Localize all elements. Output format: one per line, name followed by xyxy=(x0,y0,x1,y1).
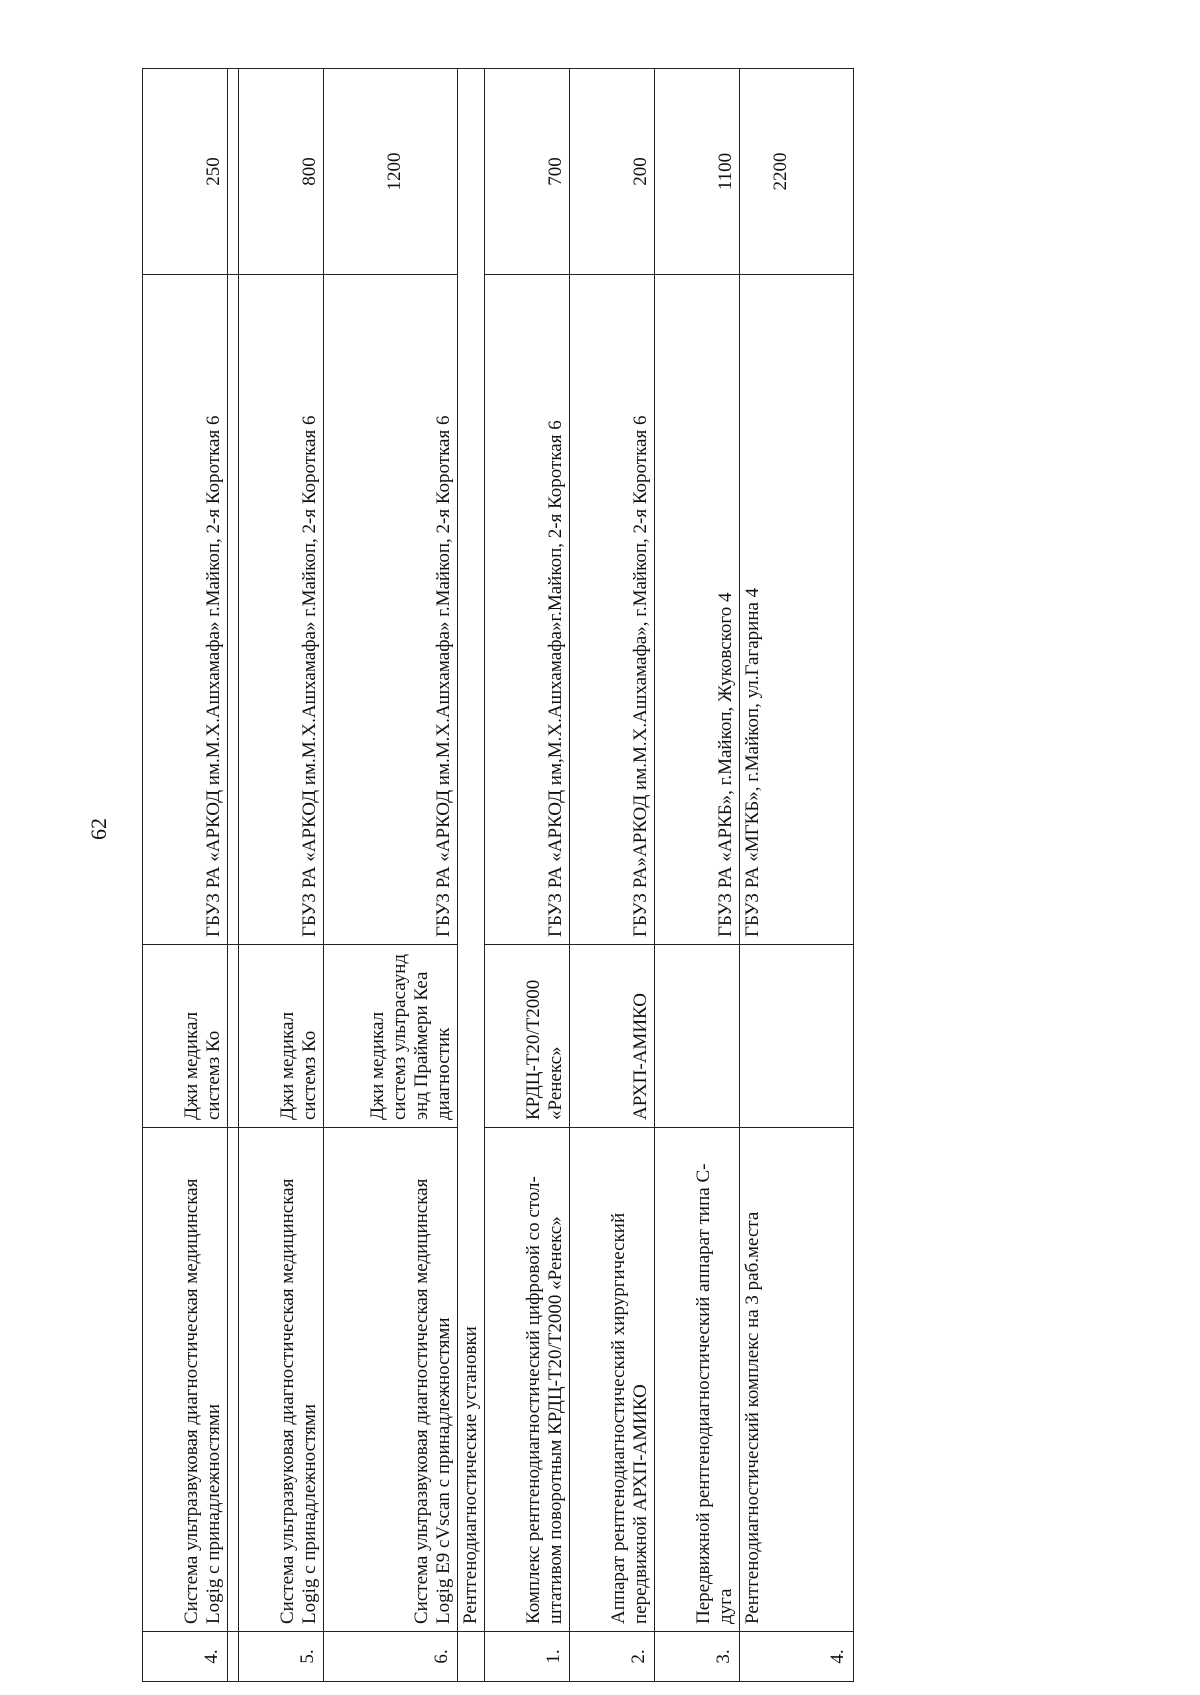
quantity: 1100 xyxy=(655,69,740,275)
row-number: 5. xyxy=(239,1632,324,1682)
installation-place: ГБУЗ РА «АРКОД им,М.Х.Ашхамафа»г.Майкоп, 2-я Короткая 6 xyxy=(485,275,570,945)
row-number: 2. xyxy=(570,1632,655,1682)
quantity: 250 xyxy=(143,69,228,275)
manufacturer xyxy=(655,945,740,1128)
section-title: Рентгенодиагностические установки xyxy=(458,69,485,1632)
row-number: 3. xyxy=(655,1632,740,1682)
equipment-name: Передвижной рентгенодиагностический аппарат типа С-дуга xyxy=(655,1128,740,1632)
equipment-table xyxy=(142,69,848,1682)
equipment-name: Система ультразвуковая диагностическая медицинская Logig с принадлежностями xyxy=(239,1128,324,1632)
table-row xyxy=(655,69,740,1682)
table-row xyxy=(740,69,854,1682)
equipment-name: Аппарат рентгенодиагностический хирургический передвижной АРХП-АМИКО xyxy=(570,1128,655,1632)
manufacturer: Джи медикал системз ультрасаунд энд Праймери Кеа диагностик xyxy=(324,945,458,1128)
section-row xyxy=(458,69,485,1682)
table-row xyxy=(324,69,458,1682)
quantity: 700 xyxy=(485,69,570,275)
manufacturer: Джи медикал системз Ко xyxy=(239,945,324,1128)
installation-place: ГБУЗ РА «МГКБ», г.Майкоп, ул.Гагарина 4 xyxy=(740,275,854,945)
manufacturer: КРДЦ-Т20/Т2000 «Ренекс» xyxy=(485,945,570,1128)
equipment-name: Комплекс рентгенодиагностический цифровой со стол-штативом поворотным КРДЦ-Т20/Т2000 «Ренекс» xyxy=(485,1128,570,1632)
table-row xyxy=(239,69,324,1682)
row-number: 4. xyxy=(143,1632,228,1682)
equipment-name: Рентгенодиагностический комплекс на 3 раб.места xyxy=(740,1128,854,1632)
row-number: 4. xyxy=(740,1632,854,1682)
manufacturer: АРХП-АМИКО xyxy=(570,945,655,1128)
equipment-name: Система ультразвуковая диагностическая медицинская Logig E9 cVscan с принадлежностями xyxy=(324,1128,458,1632)
table-row-spacer xyxy=(228,69,239,1682)
page-number: 62 xyxy=(86,818,111,840)
equipment-name: Система ультразвуковая диагностическая медицинская Logig с принадлежностями xyxy=(143,1128,228,1632)
installation-place: ГБУЗ РА «АРКОД им.М.Х.Ашхамафа» г.Майкоп, 2-я Короткая 6 xyxy=(143,275,228,945)
equipment-table-grid xyxy=(142,68,854,1682)
manufacturer: Джи медикал системз Ко xyxy=(143,945,228,1128)
installation-place: ГБУЗ РА «АРКОД им.М.Х.Ашхамафа» г.Майкоп, 2-я Короткая 6 xyxy=(324,275,458,945)
quantity: 800 xyxy=(239,69,324,275)
table-row xyxy=(485,69,570,1682)
installation-place: ГБУЗ РА «АРКОД им.М.Х.Ашхамафа» г.Майкоп, 2-я Короткая 6 xyxy=(239,275,324,945)
quantity: 200 xyxy=(570,69,655,275)
table-row xyxy=(570,69,655,1682)
quantity: 2200 xyxy=(740,69,854,275)
row-number: 6. xyxy=(324,1632,458,1682)
installation-place: ГБУЗ РА»АРКОД им.М.Х.Ашхамафа», г.Майкоп, 2-я Короткая 6 xyxy=(570,275,655,945)
installation-place: ГБУЗ РА «АРКБ», г.Майкоп, Жуковского 4 xyxy=(655,275,740,945)
quantity: 1200 xyxy=(324,69,458,275)
table-row xyxy=(143,69,228,1682)
row-number: 1. xyxy=(485,1632,570,1682)
manufacturer xyxy=(740,945,854,1128)
